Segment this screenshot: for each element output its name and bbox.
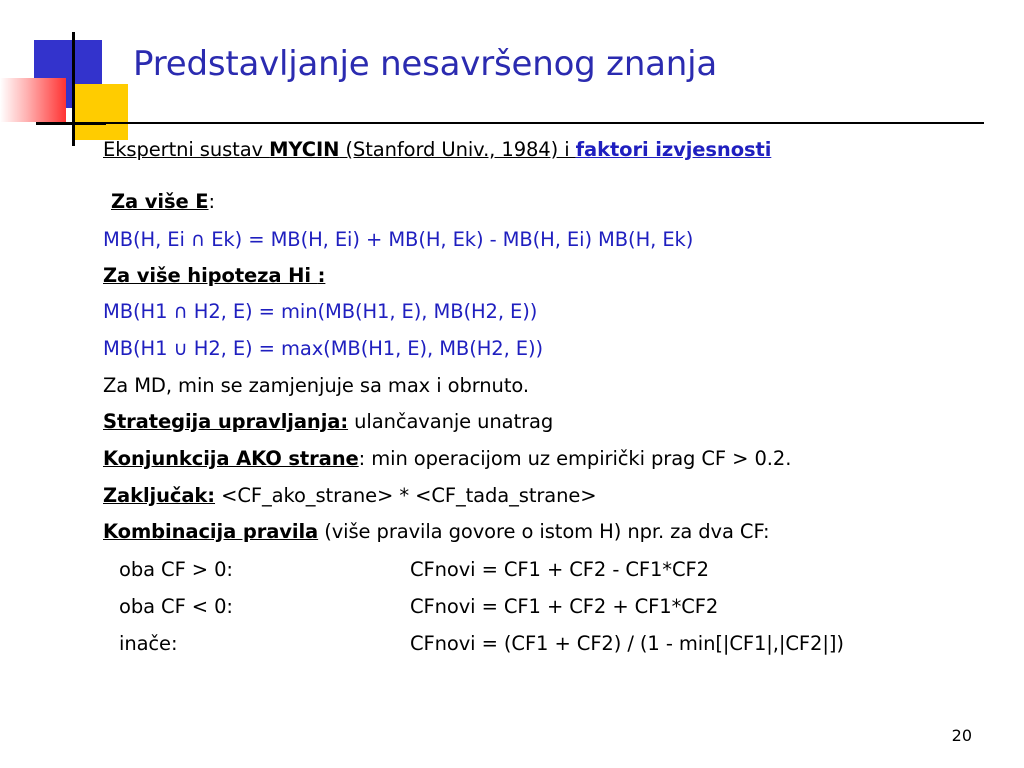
line-za-md [103, 374, 529, 398]
line-mb-ei-ek [103, 228, 693, 252]
formula-part: H2, E) = max(MB(H1, E), MB(H2, E)) [187, 337, 544, 360]
condition: oba CF < 0: [119, 595, 233, 618]
deco-red-square [0, 78, 66, 122]
heading-za-vise-e: Za više E [111, 190, 209, 213]
formula-part: Ek) = MB(H, Ei) + MB(H, Ek) - MB(H, Ei) MB(H, Ek) [205, 228, 694, 251]
formula [410, 632, 844, 656]
line-za-vise-hipoteza [103, 264, 325, 288]
page-title: Predstavljanje nesavršenog znanja [133, 44, 718, 84]
heading-strategija: Strategija upravljanja: [103, 410, 349, 433]
formula-part: CFnovi = (CF1 + CF2) / (1 - min [410, 632, 716, 655]
line-kombinacija [103, 520, 770, 544]
line-strategija [103, 410, 553, 434]
line-case-negative [119, 595, 979, 619]
title-rule [104, 122, 984, 124]
text: : min operacijom uz empirički prag CF > 0.2. [358, 447, 792, 470]
colon: : [317, 264, 326, 287]
condition: inače: [119, 632, 178, 655]
line-case-otherwise [119, 632, 979, 656]
deco-horizontal-line [36, 122, 106, 125]
intersection-symbol: ∩ [190, 228, 206, 251]
heading-hipoteze: Za više hipoteza Hi [103, 264, 318, 287]
line-case-positive [119, 558, 979, 582]
deco-vertical-line [72, 32, 75, 146]
text: <CF_ako_strane> * <CF_tada_strane> [215, 484, 597, 507]
abs-bar: | [766, 632, 773, 655]
heading-zakljucak: Zaključak: [103, 484, 216, 507]
line-mb-h1-and-h2 [103, 300, 537, 324]
line-intro [103, 138, 771, 162]
line-za-vise-e [111, 190, 215, 214]
formula-part: H2, E) = min(MB(H1, E), MB(H2, E)) [187, 300, 538, 323]
condition: oba CF > 0: [119, 558, 233, 581]
heading-konjunkcija: Konjunkcija AKO strane [103, 447, 359, 470]
intro-link[interactable]: faktori izvjesnosti [575, 138, 772, 161]
intro-mycin: MYCIN [269, 138, 340, 161]
formula-part: MB(H1 [103, 300, 174, 323]
bracket: ] [828, 632, 837, 655]
comma: , [772, 632, 779, 655]
formula-part: ) [836, 632, 844, 655]
formula: CFnovi = CF1 + CF2 + CF1*CF2 [410, 595, 719, 618]
text: Za MD, min se zamjenjuje sa max i obrnuto. [103, 374, 529, 397]
abs-bar: | [778, 632, 786, 655]
formula-part: MB(H, Ei [103, 228, 191, 251]
union-symbol: ∪ [173, 337, 188, 360]
colon: : [208, 190, 216, 213]
line-mb-h1-or-h2 [103, 337, 543, 361]
formula-part: MB(H1 [103, 337, 174, 360]
line-konjunkcija [103, 447, 791, 471]
intersection-symbol: ∩ [173, 300, 188, 323]
formula: CFnovi = CF1 + CF2 - CF1*CF2 [410, 558, 709, 581]
abs-bar: | [822, 632, 829, 655]
formula-part: CF2 [785, 632, 823, 655]
line-zakljucak [103, 484, 597, 508]
text: (više pravila govore o istom H) npr. za dva CF: [318, 520, 770, 543]
bracket: [ [715, 632, 723, 655]
abs-bar: | [722, 632, 730, 655]
page-number: 20 [951, 726, 972, 745]
heading-kombinacija: Kombinacija pravila [103, 520, 319, 543]
text: ulančavanje unatrag [348, 410, 554, 433]
intro-text: Ekspertni sustav [103, 138, 270, 161]
deco-yellow-square [72, 84, 128, 140]
formula-part: CF1 [729, 632, 767, 655]
intro-stanford: (Stanford Univ., 1984) i [339, 138, 576, 161]
